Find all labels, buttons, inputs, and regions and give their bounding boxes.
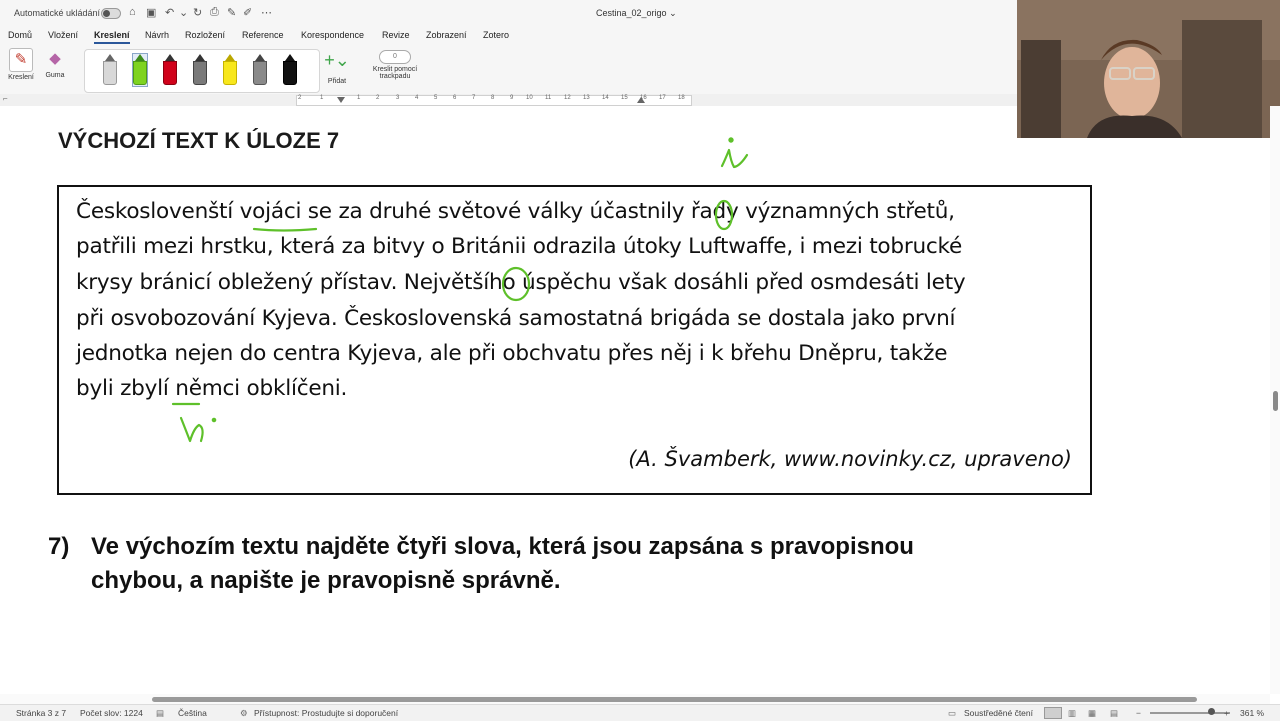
status-bar xyxy=(0,704,1280,721)
ruler-number: 4 xyxy=(415,95,419,101)
ruler-number: 13 xyxy=(583,95,590,101)
ruler-indent-marker[interactable] xyxy=(337,97,345,103)
pen-green[interactable] xyxy=(133,54,147,86)
text-line: při osvobozování Kyjeva. Československá samostatná brigáda se dostala jako první xyxy=(76,306,956,331)
autosave-toggle[interactable] xyxy=(101,8,121,19)
ruler-number: 12 xyxy=(564,95,571,101)
text-line: krysy bránicí obležený přístav. Největšího úspěchu však dosáhli před osmdesáti lety xyxy=(76,270,966,295)
tab-review[interactable]: Revize xyxy=(382,30,410,40)
plus-icon: +⌄ xyxy=(324,50,350,70)
tab-design[interactable]: Návrh xyxy=(145,30,170,40)
word-count[interactable]: Počet slov: 1224 xyxy=(80,708,143,718)
ruler-number: 18 xyxy=(678,95,685,101)
ruler-number: 1 xyxy=(320,95,324,101)
ruler-tab-selector[interactable]: ⌐ xyxy=(3,94,8,103)
question-text-line: Ve výchozím textu najděte čtyři slova, která jsou zapsána s pravopisnou xyxy=(91,533,914,560)
ruler-number: 17 xyxy=(659,95,666,101)
presenter-video-frame xyxy=(1017,0,1280,138)
zoom-slider[interactable] xyxy=(1150,712,1230,714)
text-line: byli zbylí němci obklíčeni. xyxy=(76,376,348,401)
focus-mode-button[interactable]: Soustředěné čtení xyxy=(964,708,1033,718)
eraser-icon: ◆ xyxy=(49,50,61,67)
tab-references[interactable]: Reference xyxy=(242,30,284,40)
pen-red[interactable] xyxy=(163,54,177,86)
ruler-number: 6 xyxy=(453,95,457,101)
tab-layout[interactable]: Rozložení xyxy=(185,30,226,40)
text-line: patřili mezi hrstku, která za bitvy o Británii odrazila útoky Luftwaffe, i mezi tobrucké xyxy=(76,234,963,259)
document-title[interactable]: Cestina_02_origo ⌄ xyxy=(596,8,677,18)
source-heading: VÝCHOZÍ TEXT K ÚLOZE 7 xyxy=(58,128,340,153)
tab-mailings[interactable]: Korespondence xyxy=(301,30,365,40)
horizontal-scrollbar[interactable] xyxy=(0,694,1270,704)
add-pen-button[interactable] xyxy=(322,52,352,85)
ruler-number: 2 xyxy=(298,95,302,101)
eraser-button[interactable] xyxy=(40,48,70,79)
pen-gray2[interactable] xyxy=(253,54,267,86)
draw-pen-icon: ✎ xyxy=(9,48,33,72)
trackpad-draw-toggle[interactable] xyxy=(368,50,422,80)
focus-icon[interactable]: ▭ xyxy=(948,708,957,718)
language-indicator[interactable]: Čeština xyxy=(178,708,207,718)
ruler-number: 10 xyxy=(526,95,533,101)
add-pen-label: Přidat xyxy=(327,78,347,85)
pen-black[interactable] xyxy=(283,54,297,86)
ruler-number: 1 xyxy=(357,95,361,101)
undo-dropdown-icon[interactable]: ⌄ xyxy=(179,7,189,19)
highlighter-yellow[interactable] xyxy=(223,54,237,86)
vertical-scrollbar[interactable] xyxy=(1270,106,1280,694)
pen-gallery xyxy=(84,49,320,93)
home-icon[interactable]: ⌂ xyxy=(129,6,136,18)
zoom-in-icon[interactable]: + xyxy=(1224,708,1229,718)
page-indicator[interactable]: Stránka 3 z 7 xyxy=(16,708,67,718)
outline-view-icon[interactable]: ▦ xyxy=(1088,708,1097,718)
ruler-right-indent-marker[interactable] xyxy=(637,97,645,103)
tab-zotero[interactable]: Zotero xyxy=(483,30,510,40)
webcam-video xyxy=(1017,0,1280,138)
pen-gray[interactable] xyxy=(103,54,117,86)
pen-icon[interactable]: ✎ xyxy=(227,7,237,19)
pen-dark[interactable] xyxy=(193,54,207,86)
citation: (A. Švamberk, www.novinky.cz, upraveno) xyxy=(628,447,1072,471)
accessibility-icon[interactable]: ⚙ xyxy=(240,708,248,718)
trackpad-label-1: Kreslit pomocí xyxy=(372,66,418,73)
ruler-number: 2 xyxy=(376,95,380,101)
save-icon[interactable]: ▣ xyxy=(146,7,157,19)
text-line: Českoslovenští vojáci se za druhé světové války účastnily řady významných střetů, xyxy=(76,199,955,224)
ruler-number: 11 xyxy=(545,95,552,101)
undo-icon[interactable]: ↶ xyxy=(165,7,175,19)
ruler-number: 8 xyxy=(491,95,495,101)
autosave-label: Automatické ukládání xyxy=(14,8,101,18)
horizontal-ruler[interactable] xyxy=(0,94,1020,106)
eraser-label: Guma xyxy=(45,72,65,79)
vertical-scroll-thumb[interactable] xyxy=(1273,391,1278,411)
tab-view[interactable]: Zobrazení xyxy=(426,30,467,40)
question-text-line: chybou, a napište je pravopisně správně. xyxy=(91,567,561,594)
text-line: jednotka nejen do centra Kyjeva, ale při obchvatu přes něj i k břehu Dněpru, takže xyxy=(76,341,948,366)
trackpad-label-2: trackpadu xyxy=(379,73,411,80)
horizontal-scroll-thumb[interactable] xyxy=(152,697,1197,702)
ruler-number: 7 xyxy=(472,95,476,101)
proofing-icon[interactable]: ▤ xyxy=(156,708,165,718)
accessibility-status[interactable]: Přístupnost: Prostudujte si doporučení xyxy=(254,708,399,718)
redo-icon[interactable]: ↻ xyxy=(193,7,203,19)
zoom-out-icon[interactable]: − xyxy=(1136,708,1141,718)
format-painter-icon[interactable]: ✐ xyxy=(243,7,253,19)
ruler-number: 3 xyxy=(396,95,400,101)
ruler-number: 15 xyxy=(621,95,628,101)
print-layout-icon[interactable] xyxy=(1044,707,1062,719)
draw-tool-button[interactable] xyxy=(6,48,36,81)
tab-insert[interactable]: Vložení xyxy=(48,30,79,40)
web-layout-icon[interactable]: ▥ xyxy=(1068,708,1077,718)
question-number: 7) xyxy=(48,533,70,560)
tab-home[interactable]: Domů xyxy=(8,30,33,40)
trackpad-switch[interactable]: 0 xyxy=(379,50,411,64)
ruler-number: 14 xyxy=(602,95,609,101)
ruler-number: 5 xyxy=(434,95,438,101)
ruler-number: 16 xyxy=(640,95,647,101)
zoom-level[interactable]: 361 % xyxy=(1240,708,1265,718)
ruler-number: 9 xyxy=(510,95,514,101)
draft-view-icon[interactable]: ▤ xyxy=(1110,708,1119,718)
print-icon[interactable]: ⎙ xyxy=(210,6,219,18)
zoom-slider-thumb[interactable] xyxy=(1208,708,1215,715)
draw-tool-label: Kreslení xyxy=(8,74,34,81)
more-icon[interactable]: ⋯ xyxy=(261,7,272,19)
tab-draw[interactable]: Kreslení xyxy=(94,30,130,40)
